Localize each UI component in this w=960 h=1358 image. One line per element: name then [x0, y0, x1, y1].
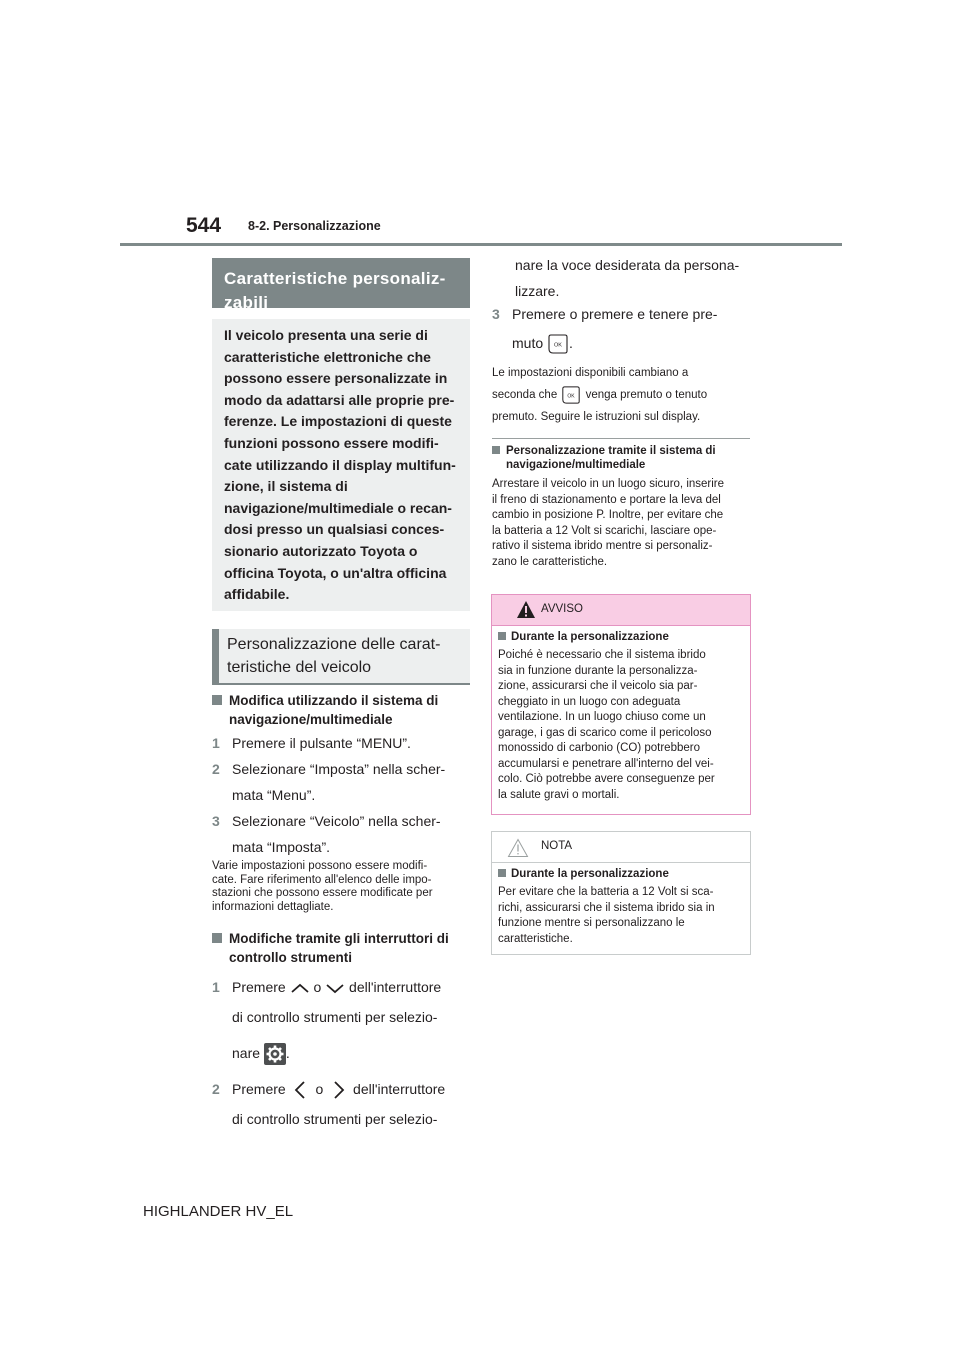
step-text: .: [285, 1045, 290, 1061]
step-item: [212, 756, 474, 782]
intro-line: navigazione/multimediale o recan-: [224, 499, 452, 516]
warning-line: cheggiato in un luogo con adeguata: [498, 695, 681, 708]
note-line: Per evitare che la batteria a 12 Volt si sca-: [498, 886, 714, 898]
step-text: mata “Menu”.: [232, 787, 316, 803]
note-text: venga premuto o tenuto: [585, 389, 708, 401]
note-subheading: Durante la personalizzazione: [511, 868, 669, 880]
multimedia-paragraph: [492, 477, 754, 570]
gear-icon: [264, 1043, 286, 1065]
intro-line: possono essere personalizzate in: [224, 370, 448, 387]
subheading-line: Modifiche tramite gli interruttori di: [229, 931, 449, 946]
steps-navigation: [212, 730, 474, 860]
warning-line: monossido di carbonio (CO) potrebbero: [498, 742, 700, 754]
note-body: [492, 863, 750, 947]
step-text: Premere o premere e tenere pre-: [512, 306, 718, 322]
warning-line: la salute gravi o mortali.: [498, 788, 620, 801]
step-item: [212, 808, 474, 834]
note-line: stazioni che possono essere modificate per: [212, 887, 433, 899]
step-text: lizzare.: [515, 283, 560, 299]
intro-line: caratteristiche elettroniche che: [224, 348, 431, 365]
note-line: Varie impostazioni possono essere modifi-: [212, 860, 428, 872]
warning-box: [491, 594, 751, 815]
warning-subheading: Durante la personalizzazione: [511, 631, 669, 643]
step-text: Premere: [232, 979, 286, 995]
step-number: 1: [212, 735, 220, 751]
intro-line: ferenze. Le impostazioni di queste: [224, 413, 452, 430]
subheading-navigation: [212, 691, 472, 729]
subheading-switches: [212, 929, 474, 967]
features-box-title: [212, 258, 470, 312]
step-text: Premere: [232, 1081, 286, 1097]
section-divider: [492, 438, 750, 439]
step-text: .: [569, 335, 573, 351]
step-number: 2: [212, 1081, 220, 1097]
ok-label: OK: [567, 393, 576, 400]
intro-line: officina Toyota, o un'altra officina: [224, 564, 447, 581]
square-bullet-icon: [212, 933, 222, 943]
note-line: informazioni dettagliate.: [212, 900, 334, 913]
warning-header: [492, 595, 750, 626]
warning-line: accumularsi e penetrare all'interno del vei-: [498, 757, 714, 770]
subheading-line: navigazione/multimediale: [506, 459, 646, 471]
steps-switches: [212, 973, 474, 1133]
step-continuation: [515, 252, 765, 304]
intro-line: sionario autorizzato Toyota o: [224, 542, 418, 559]
caution-triangle-icon: [507, 838, 529, 858]
ok-button-icon: [560, 385, 582, 405]
square-bullet-icon: [212, 695, 222, 705]
step-number: 3: [212, 813, 220, 829]
note-line: richi, assicurarsi che il sistema ibrido sia in: [498, 901, 715, 914]
note-line: premuto. Seguire le istruzioni sul display.: [492, 411, 701, 423]
paragraph-line: rativo il sistema ibrido mentre si personaliz-: [492, 540, 713, 552]
intro-line: cate utilizzando il display multifun-: [224, 456, 456, 473]
paragraph-line: il freno di stazionamento e portare la leva del: [492, 493, 721, 506]
step-text: dell'interruttore: [349, 979, 442, 995]
step-item: [212, 973, 474, 1001]
ok-button-icon: [547, 333, 569, 355]
step-item: [492, 329, 754, 357]
features-box-title-line: zabili: [224, 293, 269, 312]
step-text: Selezionare “Imposta” nella scher-: [232, 761, 446, 777]
footer-model: HIGHLANDER HV_EL: [143, 1203, 294, 1220]
intro-line: zione, il sistema di: [224, 478, 348, 495]
intro-line: funzioni possono essere modifi-: [224, 434, 439, 451]
step-item: [212, 1039, 474, 1067]
intro-line: modo da adattarsi alle proprie pre-: [224, 391, 455, 408]
step-text: di controllo strumenti per selezio-: [232, 1111, 438, 1127]
warning-line: sia in funzione durante la personalizza-: [498, 664, 698, 677]
step-text: Selezionare “Veicolo” nella scher-: [232, 813, 441, 829]
section-reference: 8-2. Personalizzazione: [248, 219, 381, 233]
note-line: funzione mentre si personalizzano le: [498, 917, 685, 929]
intro-line: dosi presso un qualsiasi conces-: [224, 521, 445, 538]
subheading-line: navigazione/multimediale: [229, 712, 393, 727]
subheading-line: Personalizzazione tramite il sistema di: [506, 445, 716, 457]
step-item: [212, 730, 474, 756]
step-text: o: [315, 1081, 324, 1097]
intro-line: Il veicolo presenta una serie di: [224, 327, 428, 343]
step-text: mata “Imposta”.: [232, 839, 331, 855]
step-number: 2: [212, 761, 220, 777]
note-line: [492, 384, 754, 406]
warning-body: [492, 626, 750, 803]
note-line: cate. Fare riferimento all'elenco delle impo-: [212, 873, 432, 886]
ok-label: OK: [554, 342, 562, 349]
intro-box: [212, 319, 470, 611]
page-number: 544: [186, 214, 222, 237]
step-item: [492, 300, 754, 328]
features-box-title-line: Caratteristiche personaliz-: [224, 269, 446, 288]
chevron-down-icon: [325, 982, 345, 994]
warning-line: zione, assicurarsi che il veicolo sia par-: [498, 680, 698, 692]
step-item: [212, 1075, 474, 1103]
step-text: Premere il pulsante “MENU”.: [232, 735, 411, 751]
step-3-press: [492, 300, 754, 357]
square-bullet-icon: [492, 446, 500, 454]
warning-line: colo. Ciò potrebbe avere conseguenze per: [498, 773, 715, 785]
paragraph-line: zano le caratteristiche.: [492, 555, 608, 568]
step-text: nare la voce desiderata da persona-: [515, 257, 740, 273]
paragraph-line: cambio in posizione P. Inoltre, per evitare che: [492, 509, 724, 521]
section-title: [212, 629, 470, 685]
subheading-multimedia: [492, 444, 754, 472]
section-title-line: teristiche del veicolo: [227, 659, 372, 676]
note-line: caratteristiche.: [498, 932, 573, 945]
square-bullet-icon: [498, 632, 506, 640]
step-text: nare: [232, 1045, 261, 1061]
warning-label: AVVISO: [541, 603, 583, 615]
note-label: NOTA: [541, 840, 573, 852]
paragraph-line: Arrestare il veicolo in un luogo sicuro, inserire: [492, 478, 725, 490]
chevron-right-icon: [327, 1080, 349, 1100]
square-bullet-icon: [498, 869, 506, 877]
step-text: muto: [512, 335, 544, 351]
note-line: Le impostazioni disponibili cambiano a: [492, 367, 689, 379]
section-title-line: Personalizzazione delle carat-: [227, 636, 441, 653]
note-navigation: [212, 860, 474, 914]
note-ok-button: [492, 362, 754, 428]
step-number: 3: [492, 306, 500, 322]
warning-triangle-icon: [516, 600, 536, 619]
note-header: [492, 832, 750, 863]
warning-line: garage, i gas di scarico come il pericoloso: [498, 726, 712, 739]
chevron-left-icon: [290, 1080, 312, 1100]
note-box: [491, 831, 751, 955]
subheading-line: controllo strumenti: [229, 950, 353, 965]
subheading-line: Modifica utilizzando il sistema di: [229, 693, 439, 708]
chevron-up-icon: [290, 982, 310, 994]
step-number: 1: [212, 979, 220, 995]
paragraph-line: la batteria a 12 Volt si scarichi, lasciare ope-: [492, 524, 717, 537]
intro-line: affidabile.: [224, 586, 290, 603]
warning-line: Poiché è necessario che il sistema ibrido: [498, 649, 706, 661]
step-text: o: [313, 979, 322, 995]
warning-line: ventilazione. In un luogo chiuso come un: [498, 711, 706, 723]
step-text: di controllo strumenti per selezio-: [232, 1009, 438, 1025]
header-divider: [120, 243, 842, 246]
note-text: seconda che: [492, 389, 558, 401]
step-text: dell'interruttore: [353, 1081, 446, 1097]
